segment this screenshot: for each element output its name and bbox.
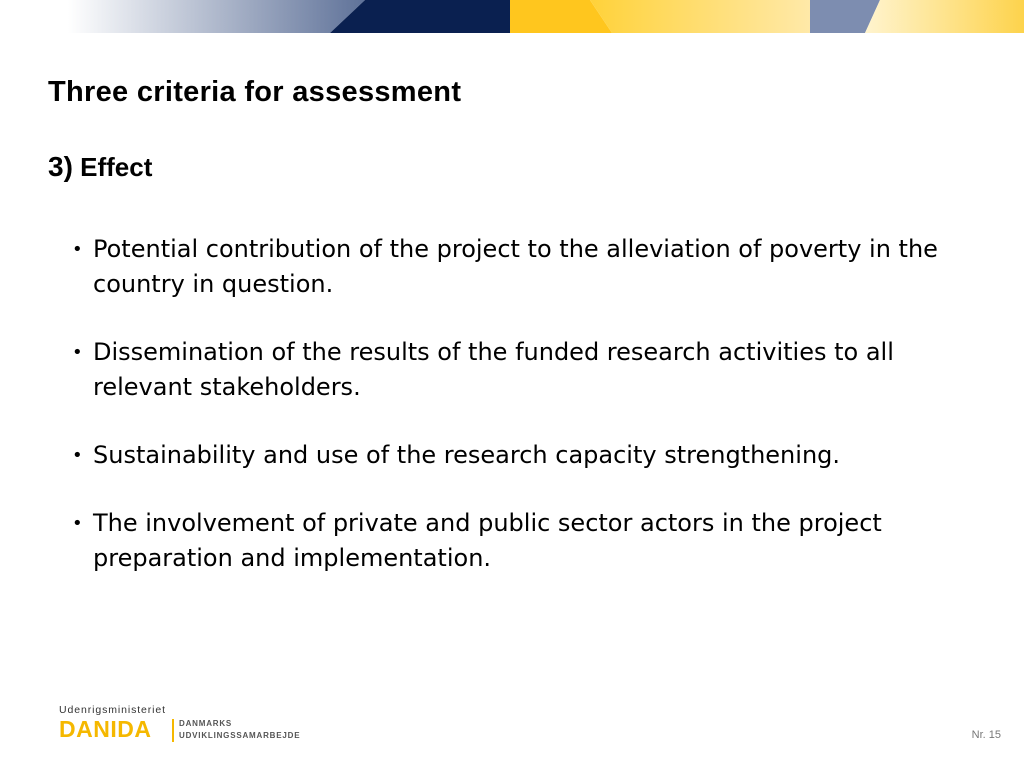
subtitle-number: 3) bbox=[48, 151, 73, 182]
ministry-name: Udenrigsministeriet bbox=[59, 704, 166, 716]
brand-tagline-1: DANMARKS bbox=[179, 719, 233, 728]
header-banner bbox=[0, 0, 1024, 33]
bullet-icon: • bbox=[72, 513, 83, 534]
bullet-icon: • bbox=[72, 239, 83, 260]
bullet-item bbox=[72, 335, 952, 405]
bullet-text: The involvement of private and public sector actors in the project preparation and implementation. bbox=[93, 509, 882, 572]
bullet-item bbox=[72, 438, 952, 473]
bullet-icon: • bbox=[72, 342, 83, 363]
brand-tagline-2: UDVIKLINGSSAMARBEJDE bbox=[179, 731, 301, 740]
bullet-item bbox=[72, 506, 952, 576]
danida-logo bbox=[59, 704, 299, 744]
bullet-icon: • bbox=[72, 445, 83, 466]
subtitle-text: Effect bbox=[80, 152, 153, 182]
page-number: Nr. 15 bbox=[971, 729, 1001, 741]
logo-divider bbox=[172, 719, 174, 742]
bullet-text: Dissemination of the results of the funded research activities to all relevant stakeholders. bbox=[93, 338, 894, 401]
slide-subtitle bbox=[48, 150, 152, 184]
bullet-list bbox=[72, 232, 952, 609]
bullet-text: Potential contribution of the project to the alleviation of poverty in the country in question. bbox=[93, 235, 938, 298]
bullet-text: Sustainability and use of the research capacity strengthening. bbox=[93, 441, 841, 469]
bullet-item bbox=[72, 232, 952, 302]
brand-name: DANIDA bbox=[59, 716, 152, 742]
slide-title: Three criteria for assessment bbox=[48, 76, 462, 108]
